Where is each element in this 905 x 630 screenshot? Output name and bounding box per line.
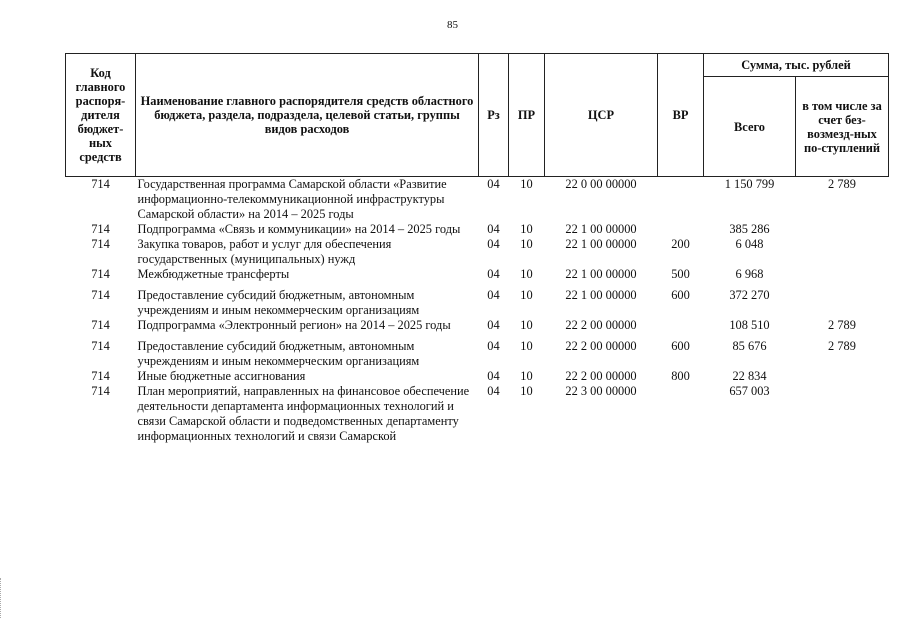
row-name: План мероприятий, направленных на финансовое обеспечение деятельности департамента информационных технологий и связи Самарской области и подведомственных департаменту информационных технологий и связи Самарской <box>137 384 470 443</box>
row-code: 714 <box>91 318 110 332</box>
row-name: Предоставление субсидий бюджетным, автономным учреждениям и иным некоммерческим организациям <box>137 288 420 317</box>
row-total: 6 048 <box>735 237 764 251</box>
table-row <box>66 267 889 282</box>
row-pr: 10 <box>520 369 533 383</box>
margin-mark <box>0 578 5 618</box>
row-pr: 10 <box>520 267 533 281</box>
row-csr: 22 0 00 00000 <box>565 177 637 191</box>
row-incl: 2 789 <box>828 318 856 332</box>
row-vr <box>658 384 704 444</box>
row-csr: 22 3 00 00000 <box>565 384 637 398</box>
header-code: Код главного распоря-дителя бюджет-ных средств <box>66 54 136 177</box>
row-code: 714 <box>91 222 110 236</box>
row-csr: 22 1 00 00000 <box>565 267 637 281</box>
row-code: 714 <box>91 339 110 353</box>
row-vr: 500 <box>671 267 690 281</box>
row-total: 108 510 <box>729 318 770 332</box>
row-rz: 04 <box>487 369 500 383</box>
row-total: 657 003 <box>729 384 770 398</box>
row-pr: 10 <box>520 177 533 191</box>
row-incl: 2 789 <box>828 339 856 353</box>
page-number: 85 <box>447 19 458 31</box>
row-incl <box>796 369 889 384</box>
row-pr: 10 <box>520 384 533 398</box>
row-total: 22 834 <box>732 369 767 383</box>
row-vr <box>658 318 704 333</box>
row-name: Подпрограмма «Связь и коммуникации» на 2014 – 2025 годы <box>137 222 461 236</box>
row-incl <box>796 237 889 267</box>
row-name: Закупка товаров, работ и услуг для обеспечения государственных (муниципальных) нужд <box>137 237 392 266</box>
row-rz: 04 <box>487 222 500 236</box>
row-vr <box>658 177 704 223</box>
header-pr: ПР <box>509 54 545 177</box>
header-sum-group: Сумма, тыс. рублей <box>704 54 889 77</box>
table-row <box>66 177 889 223</box>
row-pr: 10 <box>520 339 533 353</box>
header-incl: в том числе за счет без-возмезд-ных по-ступлений <box>796 77 889 177</box>
budget-table <box>65 53 889 444</box>
row-total: 372 270 <box>729 288 770 302</box>
header-rz: Рз <box>479 54 509 177</box>
row-code: 714 <box>91 369 110 383</box>
row-total: 6 968 <box>735 267 764 281</box>
row-total: 1 150 799 <box>724 177 775 191</box>
row-csr: 22 1 00 00000 <box>565 288 637 302</box>
row-incl <box>796 267 889 282</box>
table-row <box>66 222 889 237</box>
row-incl <box>796 222 889 237</box>
table-header <box>66 54 889 177</box>
row-name: Подпрограмма «Электронный регион» на 2014 – 2025 годы <box>137 318 451 332</box>
row-name: Предоставление субсидий бюджетным, автономным учреждениям и иным некоммерческим организациям <box>137 339 420 368</box>
header-name: Наименование главного распорядителя средств областного бюджета, раздела, подраздела, целевой статьи, группы видов расходов <box>136 54 479 177</box>
row-incl <box>796 384 889 444</box>
table-row <box>66 333 889 369</box>
row-code: 714 <box>91 288 110 302</box>
row-code: 714 <box>91 237 110 251</box>
row-incl: 2 789 <box>828 177 856 191</box>
row-csr: 22 1 00 00000 <box>565 237 637 251</box>
row-total: 385 286 <box>729 222 770 236</box>
row-vr <box>658 222 704 237</box>
row-name: Иные бюджетные ассигнования <box>137 369 306 383</box>
row-rz: 04 <box>487 384 500 398</box>
row-csr: 22 2 00 00000 <box>565 339 637 353</box>
row-code: 714 <box>91 177 110 191</box>
row-vr: 200 <box>671 237 690 251</box>
table-body <box>66 177 889 445</box>
table-row <box>66 384 889 444</box>
row-csr: 22 2 00 00000 <box>565 318 637 332</box>
table-row <box>66 282 889 318</box>
header-csr: ЦСР <box>545 54 658 177</box>
table-row <box>66 237 889 267</box>
row-incl <box>796 282 889 318</box>
row-rz: 04 <box>487 339 500 353</box>
row-vr: 600 <box>671 339 690 353</box>
row-code: 714 <box>91 384 110 398</box>
row-rz: 04 <box>487 318 500 332</box>
row-rz: 04 <box>487 267 500 281</box>
row-code: 714 <box>91 267 110 281</box>
row-rz: 04 <box>487 237 500 251</box>
row-csr: 22 2 00 00000 <box>565 369 637 383</box>
row-pr: 10 <box>520 222 533 236</box>
row-pr: 10 <box>520 237 533 251</box>
row-pr: 10 <box>520 318 533 332</box>
row-rz: 04 <box>487 288 500 302</box>
row-csr: 22 1 00 00000 <box>565 222 637 236</box>
row-pr: 10 <box>520 288 533 302</box>
table-row <box>66 369 889 384</box>
row-vr: 600 <box>671 288 690 302</box>
row-name: Государственная программа Самарской области «Развитие информационно-телекоммуникационной инфраструктуры Самарской области» на 2014 – 2025 годы <box>137 177 447 221</box>
row-vr: 800 <box>671 369 690 383</box>
header-total: Всего <box>704 77 796 177</box>
table-row <box>66 318 889 333</box>
row-rz: 04 <box>487 177 500 191</box>
row-total: 85 676 <box>732 339 767 353</box>
header-vr: ВР <box>658 54 704 177</box>
row-name: Межбюджетные трансферты <box>137 267 290 281</box>
